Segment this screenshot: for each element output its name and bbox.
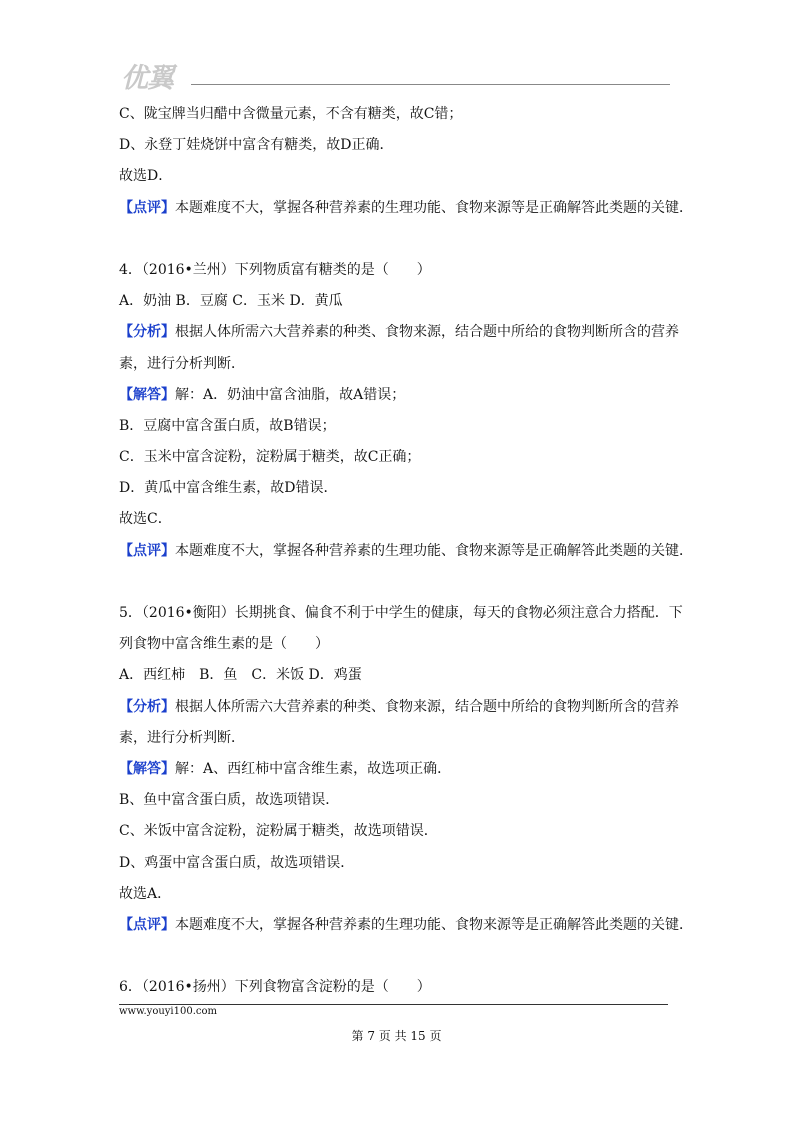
section-tag: 【点评】 [119, 916, 175, 933]
line-text: 本题难度不大，掌握各种营养素的生理功能、食物来源等是正确解答此类题的关键． [175, 916, 693, 933]
paragraph-gap [119, 224, 679, 255]
text-line [119, 255, 679, 286]
section-tag: 【点评】 [119, 542, 175, 559]
document-body [119, 99, 693, 1003]
brand-logo: 优翼 [121, 63, 173, 94]
line-text: D．黄瓜中富含维生素，故D错误． [119, 480, 338, 497]
line-text: 本题难度不大，掌握各种营养素的生理功能、食物来源等是正确解答此类题的关键． [175, 542, 693, 559]
line-text: 故选C． [119, 511, 172, 528]
page-header [121, 54, 670, 94]
text-line [119, 598, 683, 629]
line-text: 根据人体所需六大营养素的种类、食物来源，结合题中所给的食物判断所含的营养 [175, 324, 679, 341]
text-line [119, 723, 679, 754]
text-line [119, 473, 679, 504]
text-line [119, 692, 679, 723]
section-tag: 【解答】 [119, 760, 175, 777]
line-text: 故选A． [119, 885, 172, 902]
line-text: 素，进行分析判断． [119, 355, 245, 372]
line-text: 故选D． [119, 168, 173, 185]
text-line [119, 161, 679, 192]
line-text: 本题难度不大，掌握各种营养素的生理功能、食物来源等是正确解答此类题的关键． [175, 199, 693, 216]
text-line [119, 660, 679, 691]
footer-rule [119, 1004, 668, 1005]
line-text: 素，进行分析判断． [119, 729, 245, 746]
section-tag: 【解答】 [119, 386, 175, 403]
line-text: C、陇宝牌当归醋中含微量元素，不含有糖类，故C错； [119, 106, 463, 122]
line-text: D、永登丁娃烧饼中富含有糖类，故D正确． [119, 137, 394, 154]
text-line [119, 879, 679, 910]
line-text: 根据人体所需六大营养素的种类、食物来源，结合题中所给的食物判断所含的营养 [175, 698, 679, 715]
text-line [119, 972, 679, 1003]
text-line [119, 910, 693, 941]
line-text: B．豆腐中富含蛋白质，故B错误； [119, 417, 336, 434]
header-rule [191, 84, 670, 85]
line-text: 列食物中富含维生素的是（ ） [119, 636, 329, 653]
text-line [119, 411, 679, 442]
text-line [119, 848, 679, 879]
line-text: A．西红柿 B．鱼 C．米饭 D．鸡蛋 [119, 667, 362, 684]
text-line [119, 349, 679, 380]
text-line [119, 816, 679, 847]
text-line [119, 785, 679, 816]
footer-site-url: www.youyi100.com [119, 1006, 217, 1017]
line-text: 6．（2016•扬州）下列食物富含淀粉的是（ ） [119, 979, 431, 996]
paragraph-gap [119, 567, 679, 598]
text-line [119, 130, 679, 161]
section-tag: 【分析】 [119, 324, 175, 341]
line-text: B、鱼中富含蛋白质，故选项错误． [119, 792, 340, 809]
text-line [119, 442, 679, 473]
section-tag: 【分析】 [119, 698, 175, 715]
text-line [119, 504, 679, 535]
paragraph-gap [119, 941, 679, 972]
text-line [119, 754, 679, 785]
text-line [119, 286, 679, 317]
text-line [119, 99, 679, 130]
line-text: D、鸡蛋中富含蛋白质，故选项错误． [119, 854, 355, 871]
line-text: 5．（2016•衡阳）长期挑食、偏食不利于中学生的健康，每天的食物必须注意合力搭配．下 [119, 605, 683, 621]
line-text: C、米饭中富含淀粉，淀粉属于糖类，故选项错误． [119, 823, 438, 840]
text-line [119, 317, 679, 348]
text-line [119, 380, 679, 411]
line-text: C．玉米中富含淀粉，淀粉属于糖类，故C正确； [119, 449, 421, 466]
text-line [119, 536, 693, 567]
line-text: 解：A．奶油中富含油脂，故A错误； [175, 386, 406, 403]
text-line [119, 629, 679, 660]
page-number: 第 7 页 共 15 页 [351, 1029, 442, 1043]
line-text: 解：A、西红柿中富含维生素，故选项正确． [175, 760, 452, 777]
line-text: 4．（2016•兰州）下列物质富有糖类的是（ ） [119, 261, 431, 278]
line-text: A．奶油 B．豆腐 C．玉米 D．黄瓜 [119, 293, 343, 310]
section-tag: 【点评】 [119, 199, 175, 216]
text-line [119, 193, 693, 224]
